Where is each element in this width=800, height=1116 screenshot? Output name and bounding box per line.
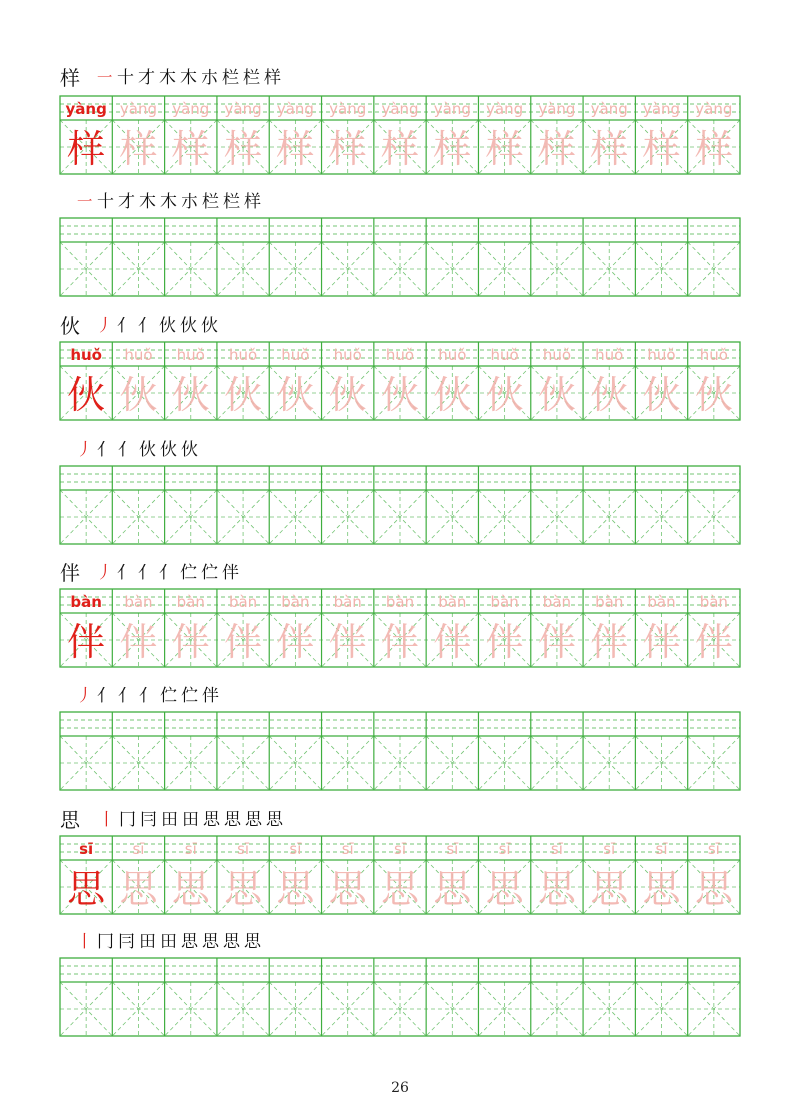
stroke-step: 栏 [202,192,219,212]
stroke-step: 亻 [97,686,114,706]
pinyin-trace: huǒ [490,346,519,364]
stroke-step: 亻 [117,563,134,583]
character-trace: 思 [694,867,733,911]
character-trace: 伴 [694,620,733,664]
pinyin-trace: huǒ [542,346,572,364]
pinyin-trace: yàng [695,100,733,118]
page-number: 26 [391,1080,409,1096]
character-trace: 伙 [171,373,210,417]
pinyin-trace: yàng [276,100,314,118]
stroke-step: 思 [203,810,220,830]
character-trace: 伴 [276,620,315,664]
pinyin-trace: sī [184,840,197,858]
pinyin-trace: huǒ [333,346,362,364]
pinyin-trace: sī [341,840,354,858]
stroke-step: 栏 [223,192,240,212]
pinyin-trace: yàng [224,100,262,118]
stroke-step: 十 [117,68,134,88]
stroke-step: 样 [244,192,261,212]
pinyin-trace: bàn [228,593,258,611]
stroke-step: 田 [160,932,177,952]
pinyin-trace: sī [655,840,668,858]
stroke-step: ㇐ [96,68,113,88]
stroke-step: 思 [202,932,219,952]
stroke-step: 丿 [76,440,93,460]
pinyin-trace: sī [446,840,459,858]
stroke-step: 田 [161,810,178,830]
character-trace: 样 [224,127,263,171]
pinyin-model: huǒ [70,346,102,364]
character-trace: 思 [224,867,263,911]
stroke-step: 朩 [181,192,198,212]
char-label-yang: 样 [60,66,80,90]
stroke-step: 思 [223,932,240,952]
character-trace: 思 [433,867,472,911]
stroke-step: 伙 [160,440,177,460]
stroke-step: 丨 [76,932,93,952]
char-label-ban: 伴 [60,561,80,585]
pinyin-trace: huǒ [176,346,205,364]
stroke-step: 才 [138,68,155,88]
character-trace: 伴 [537,620,576,664]
stroke-step: 亻 [159,563,176,583]
stroke-step: 亻 [97,440,114,460]
character-trace: 伙 [485,373,524,417]
stroke-step: 丿 [76,686,93,706]
stroke-step: 冃 [118,932,135,952]
stroke-step: 木 [160,192,177,212]
stroke-step: 样 [264,68,281,88]
stroke-step: 才 [118,192,135,212]
character-trace: 伴 [485,620,524,664]
pinyin-trace: bàn [438,593,467,611]
stroke-step: 亻 [118,440,135,460]
pinyin-trace: yàng [433,100,471,118]
pinyin-trace: huǒ [281,346,310,364]
stroke-step: 思 [245,810,262,830]
pinyin-trace: bàn [333,593,362,611]
character-trace: 样 [380,127,420,171]
pinyin-trace: sī [289,840,302,858]
character-model: 伙 [67,373,106,417]
stroke-step: 亻 [118,686,135,706]
stroke-step: 丿 [96,563,113,583]
character-trace: 伙 [694,373,733,417]
stroke-step: 丿 [96,316,113,336]
stroke-step: 伙 [201,316,218,336]
character-model: 伴 [67,620,106,664]
character-trace: 伴 [224,620,263,664]
pinyin-trace: sī [498,840,511,858]
stroke-step: 伴 [202,686,219,706]
character-trace: 伙 [537,373,576,417]
character-trace: 样 [694,127,733,171]
character-trace: 样 [642,127,681,171]
character-trace: 思 [171,867,210,911]
stroke-step: 亻 [138,563,155,583]
character-trace: 思 [119,867,158,911]
stroke-step: 木 [159,68,176,88]
stroke-step: 伙 [181,440,198,460]
character-trace: 思 [485,867,524,911]
pinyin-trace: bàn [647,593,676,611]
stroke-step: 冃 [140,810,157,830]
pinyin-trace: yàng [329,100,367,118]
character-trace: 伴 [590,620,629,664]
pinyin-trace: sī [132,840,145,858]
stroke-step: 伫 [181,686,198,706]
stroke-step: 思 [244,932,261,952]
pinyin-trace: huǒ [228,346,258,364]
character-trace: 样 [590,127,629,171]
stroke-step: 思 [224,810,241,830]
character-trace: 伴 [642,620,681,664]
stroke-step: 思 [181,932,198,952]
pinyin-trace: huǒ [595,346,624,364]
pinyin-trace: huǒ [699,346,728,364]
pinyin-trace: sī [603,840,616,858]
stroke-step: 亻 [139,686,156,706]
pinyin-model: yàng [65,100,107,118]
character-trace: 伴 [433,620,472,664]
character-trace: 样 [328,127,367,171]
pinyin-trace: yàng [486,100,524,118]
pinyin-trace: sī [237,840,250,858]
pinyin-trace: bàn [124,593,153,611]
pinyin-trace: yàng [119,100,158,118]
stroke-step: 田 [139,932,156,952]
stroke-step: 丨 [98,810,115,830]
pinyin-trace: huǒ [385,346,415,364]
stroke-step: 木 [180,68,197,88]
pinyin-trace: bàn [699,593,728,611]
stroke-step: 田 [182,810,199,830]
stroke-step: 伙 [159,316,176,336]
character-trace: 伙 [224,373,263,417]
pinyin-trace: bàn [385,593,415,611]
stroke-step: 伙 [139,440,156,460]
stroke-step: 伙 [180,316,197,336]
stroke-step: 栏 [222,68,239,88]
stroke-step: ㇐ [76,192,93,212]
stroke-step: 栏 [243,68,260,88]
character-trace: 样 [171,127,210,171]
pinyin-model: bàn [70,593,102,611]
pinyin-trace: sī [394,840,406,858]
pinyin-trace: huǒ [124,346,153,364]
character-trace: 伴 [380,620,420,664]
stroke-step: 朩 [201,68,218,88]
character-trace: 伙 [433,373,472,417]
character-trace: 样 [537,127,576,171]
character-trace: 思 [380,867,420,911]
stroke-step: 木 [139,192,156,212]
pinyin-trace: bàn [176,593,205,611]
character-trace: 伙 [276,373,315,417]
pinyin-trace: bàn [542,593,572,611]
character-trace: 思 [642,867,681,911]
character-trace: 思 [328,867,367,911]
pinyin-trace: huǒ [647,346,676,364]
character-trace: 伴 [119,620,158,664]
pinyin-trace: yàng [381,100,419,118]
character-trace: 伙 [119,373,158,417]
pinyin-trace: bàn [595,593,624,611]
character-trace: 思 [590,867,629,911]
character-trace: 伙 [380,373,420,417]
stroke-step: 冂 [97,932,114,952]
character-trace: 思 [276,867,315,911]
stroke-step: 亻 [138,316,155,336]
pinyin-model: sī [79,840,94,858]
stroke-step: 伴 [222,563,239,583]
stroke-step: 伫 [201,563,218,583]
pinyin-trace: sī [550,840,563,858]
character-trace: 伙 [328,373,367,417]
pinyin-trace: yàng [590,100,628,118]
stroke-step: 冂 [119,810,136,830]
character-trace: 伴 [171,620,210,664]
pinyin-trace: sī [707,840,720,858]
char-label-huo: 伙 [60,314,80,338]
character-trace: 伙 [642,373,681,417]
pinyin-trace: huǒ [438,346,467,364]
character-trace: 思 [537,867,576,911]
character-trace: 样 [485,127,524,171]
character-trace: 伙 [590,373,629,417]
stroke-step: 思 [266,810,283,830]
stroke-step: 亻 [117,316,134,336]
stroke-step: 伫 [160,686,177,706]
character-trace: 伴 [328,620,367,664]
stroke-step: 十 [97,192,114,212]
character-model: 思 [67,867,106,911]
char-label-si: 思 [60,808,80,832]
pinyin-trace: yàng [642,100,681,118]
pinyin-trace: bàn [490,593,519,611]
pinyin-trace: yàng [538,100,576,118]
character-model: 样 [67,127,106,171]
character-trace: 样 [119,127,158,171]
stroke-step: 伫 [180,563,197,583]
pinyin-trace: bàn [281,593,310,611]
pinyin-trace: yàng [172,100,210,118]
character-trace: 样 [433,127,472,171]
character-trace: 样 [276,127,315,171]
